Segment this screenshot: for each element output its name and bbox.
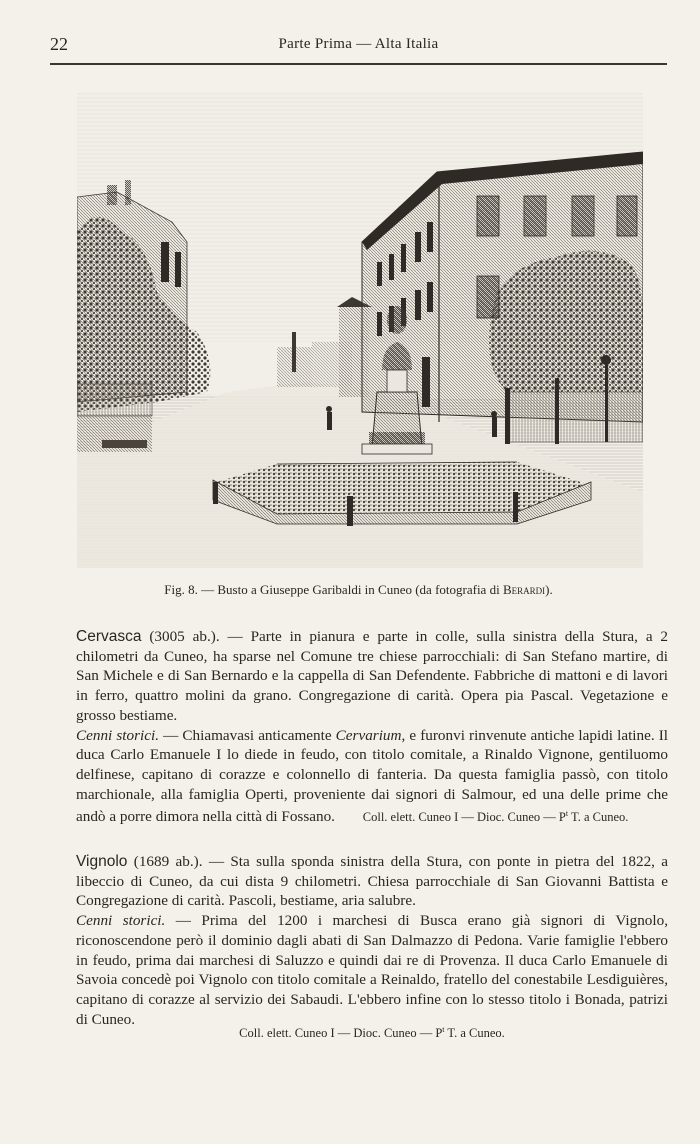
caption-photographer: Berardi (502, 582, 546, 597)
entry-cervasca (76, 627, 668, 828)
entry-history (76, 911, 668, 1029)
engraving-illustration (77, 92, 643, 568)
page-header (50, 34, 667, 60)
entry-description (76, 627, 668, 726)
history-label: Cenni storici. (76, 912, 166, 930)
coll-end: T. a Cuneo. (568, 810, 629, 825)
coll-sup: t (565, 809, 569, 819)
entry-lemma: Vignolo (76, 853, 128, 870)
entry-vignolo (76, 852, 668, 1029)
entry-lemma: Cervasca (76, 628, 142, 645)
coll-sup: t (442, 1025, 445, 1034)
coll-elett-line (363, 810, 629, 824)
entry-description-text: — Sta sulla sponda sinistra della Stura, con ponte in pietra del 1822, a libeccio di Cuneo, da cui dista 9 chilometri. Chiesa parrocchiale di San Giovanni Battista e Congregazione di carità. Pascoli, bestiame, aria salubre. (76, 853, 669, 910)
page-number: 22 (50, 34, 68, 54)
coll-end: T. a Cuneo. (444, 1026, 505, 1041)
history-text: — Chiamavasi anticamente Cervarium, e furonvi rinvenute antiche lapidi latine. Il duca Carlo Emanuele I lo diede in feudo, con titolo comitale, a Rinaldo Vignone, gentiluomo delfinese, capitano di corazze e colonnello di fanteria. Da questa famiglia passò, con titolo marchionale, alla famiglia Operti, proveniente dai signori di Salmour, ed una delle prime che andò a porre dimora nella città di Fossano. (76, 726, 669, 826)
header-rule (50, 63, 667, 65)
entry-description (76, 852, 668, 911)
history-text: — Prima del 1200 i marchesi di Busca erano già signori di Vignolo, riconoscendone però il dominio dagli abati di San Dalmazzo di Pedona. Varie famiglie l'ebbero in feudo, prima dai marchesi di Saluzzo e quindi dai re di Provenza. Il duca Carlo Emanuele di Savoia concedè poi Vignolo con titolo comitale a Reinaldo, fratello del conestabile Lesdiguières, capitano di corazze al servizio dei Sabaudi. L'ebbero infine con lo stesso titolo i Bonada, patrizi di Cuneo. (76, 912, 668, 1028)
entry-population: (1689 ab.). (133, 853, 203, 870)
caption-end: ). (545, 582, 553, 597)
coll-text: Coll. elett. Cuneo I — Dioc. Cuneo — P (362, 810, 566, 825)
entry-description-text: — Parte in pianura e parte in colle, sulla sinistra della Stura, a 2 chilometri da Cuneo, ha sparse nel Comune tre chiese parrocchiali: di San Stefano martire, di San Michele e di San Bernardo e la cappella di San Defendente. Fabbriche di mattoni e di lavori in ferro, quattro molini da grano. Congregazione di carità. Opera pia Pascal. Vegetazione e grosso bestiame. (76, 628, 669, 724)
caption-text: Fig. 8. — Busto a Giuseppe Garibaldi in Cuneo (da fotografia di (164, 582, 503, 597)
coll-elett-line (76, 1025, 668, 1041)
history-label: Cenni storici. (76, 726, 159, 744)
entry-population: (3005 ab.). (149, 628, 220, 645)
running-title: Parte Prima — Alta Italia (278, 36, 439, 52)
figure-engraving (77, 92, 643, 568)
figure-caption (50, 582, 667, 598)
latin-name: Cervarium (335, 726, 402, 744)
entry-history (76, 726, 668, 829)
coll-text: Coll. elett. Cuneo I — Dioc. Cuneo — P (239, 1026, 443, 1041)
